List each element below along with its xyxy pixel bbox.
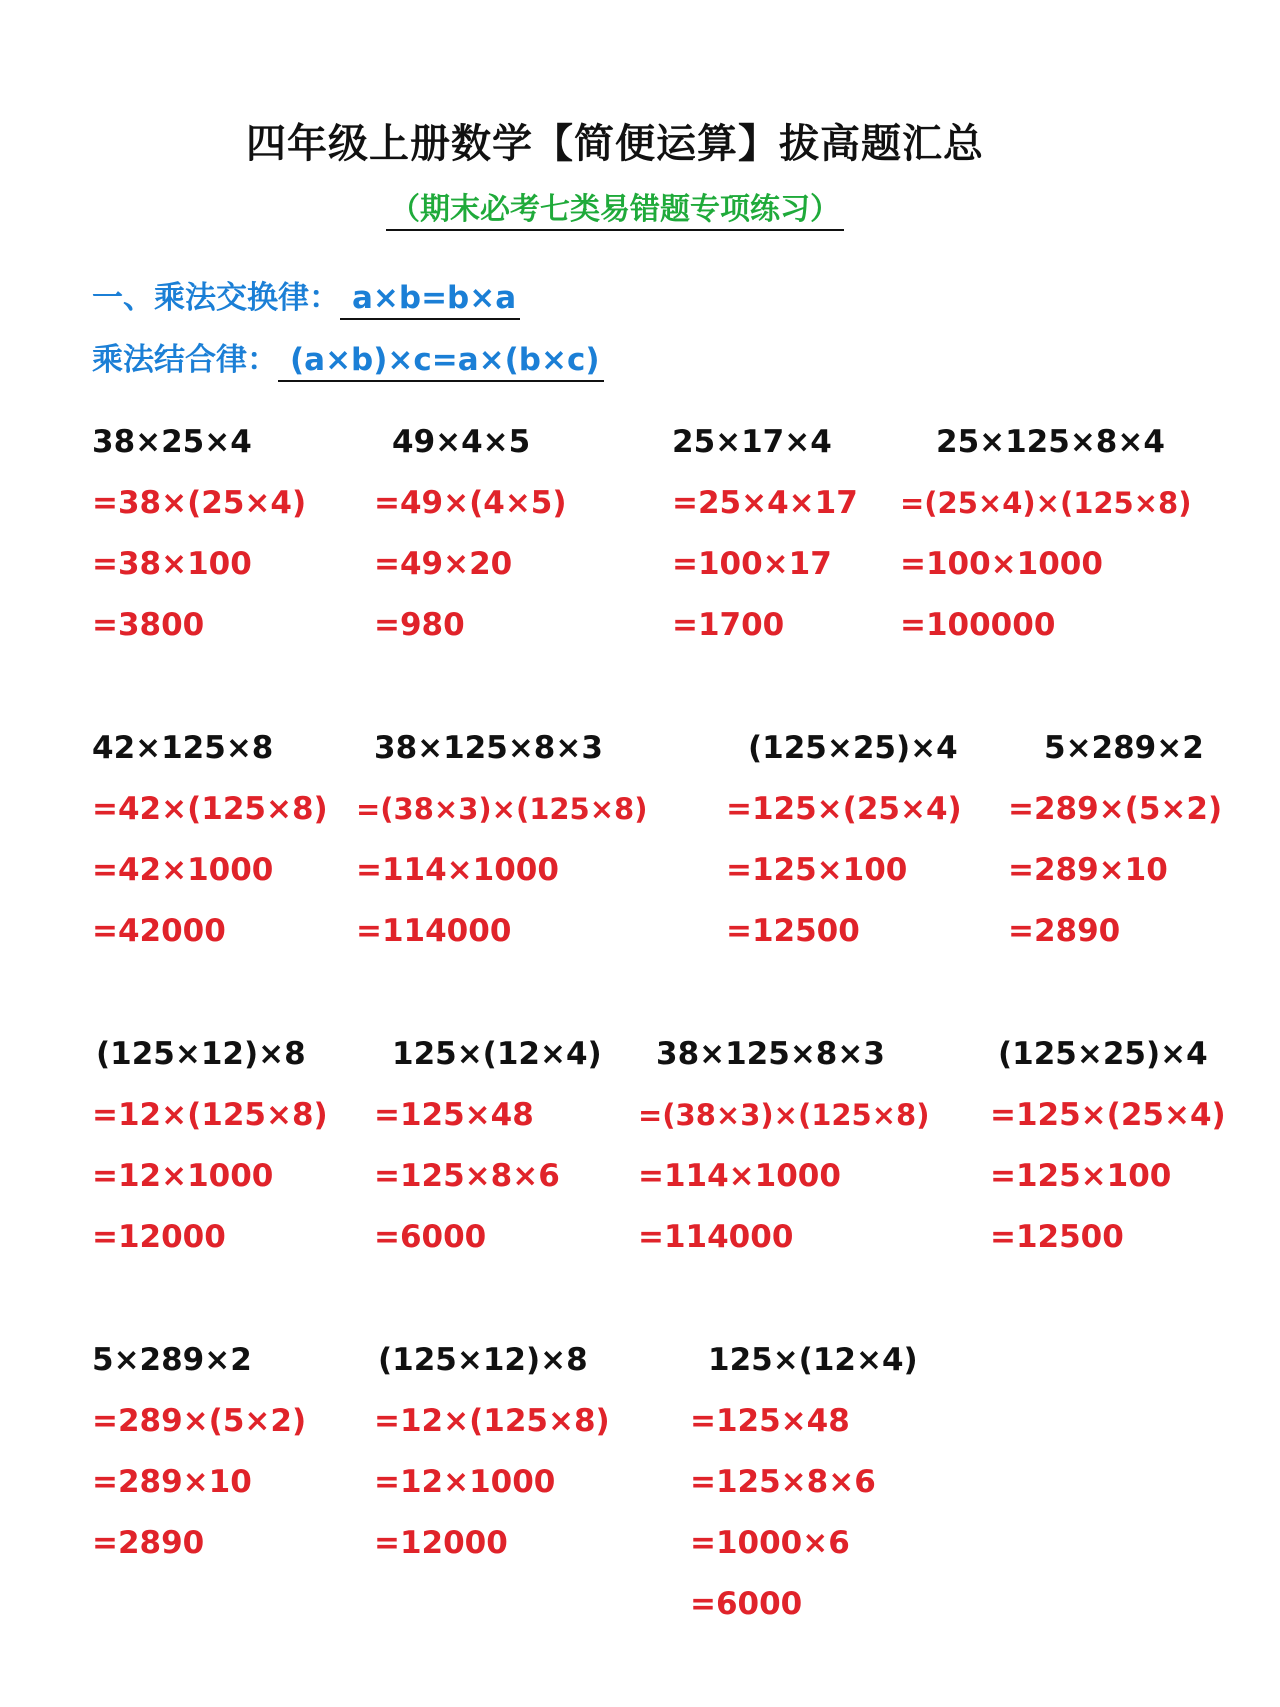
problem-question: (125×25)×4 <box>998 1036 1208 1072</box>
problem-step: =100×1000 <box>900 546 1103 582</box>
problem-question: (125×12)×8 <box>96 1036 306 1072</box>
problem-step: =114000 <box>356 913 512 949</box>
problem-question: 5×289×2 <box>1044 730 1204 766</box>
problem-step: =6000 <box>374 1219 487 1255</box>
problem-step: =38×(25×4) <box>92 485 307 521</box>
problem-question: 38×125×8×3 <box>656 1036 885 1072</box>
problem-question: 38×25×4 <box>92 424 252 460</box>
problem-question: 49×4×5 <box>392 424 531 460</box>
problem-step: =25×4×17 <box>672 485 858 521</box>
problem-step: =42×(125×8) <box>92 791 328 827</box>
page-title: 四年级上册数学【简便运算】拔高题汇总 <box>246 121 984 167</box>
problem-step: =(38×3)×(125×8) <box>356 792 648 826</box>
problem-step: =49×20 <box>374 546 513 582</box>
problem-step: =12×(125×8) <box>92 1097 328 1133</box>
problem-step: =12×(125×8) <box>374 1403 610 1439</box>
problem-step: =289×10 <box>1008 852 1168 888</box>
problem-step: =3800 <box>92 607 205 643</box>
problem-step: =(25×4)×(125×8) <box>900 486 1192 520</box>
problem-step: =125×48 <box>690 1403 850 1439</box>
problem-15 <box>690 1330 918 1635</box>
problem-step: =114×1000 <box>356 852 559 888</box>
rule-associative-label: 乘法结合律： <box>92 342 278 378</box>
problem-step: =125×(25×4) <box>990 1097 1226 1133</box>
problem-question: (125×25)×4 <box>748 730 958 766</box>
problem-step: =125×(25×4) <box>726 791 962 827</box>
problem-5 <box>92 718 328 962</box>
problem-step: =1000×6 <box>690 1525 850 1561</box>
problem-question: 125×(12×4) <box>708 1342 918 1378</box>
problem-12 <box>990 1024 1226 1268</box>
problem-step: =114000 <box>638 1219 794 1255</box>
problem-step: =100000 <box>900 607 1056 643</box>
problem-step: =1700 <box>672 607 785 643</box>
problem-step: =49×(4×5) <box>374 485 567 521</box>
problem-step: =42000 <box>92 913 226 949</box>
problem-step: =289×(5×2) <box>1008 791 1223 827</box>
problem-step: =114×1000 <box>638 1158 841 1194</box>
rule-associative <box>92 334 604 379</box>
problem-7 <box>726 718 962 962</box>
problem-step: =12×1000 <box>92 1158 274 1194</box>
problem-step: =12×1000 <box>374 1464 556 1500</box>
problem-step: =12500 <box>726 913 860 949</box>
problem-step: =42×1000 <box>92 852 274 888</box>
problem-step: =125×8×6 <box>374 1158 560 1194</box>
problem-8 <box>1008 718 1222 962</box>
problem-step: =289×10 <box>92 1464 252 1500</box>
problem-step: =125×48 <box>374 1097 534 1133</box>
problem-2 <box>374 412 567 656</box>
problem-13 <box>92 1330 306 1574</box>
problem-step: =980 <box>374 607 465 643</box>
problem-question: 42×125×8 <box>92 730 274 766</box>
problem-10 <box>374 1024 602 1268</box>
problem-step: =12500 <box>990 1219 1124 1255</box>
problem-step: =38×100 <box>92 546 252 582</box>
problem-step: =12000 <box>92 1219 226 1255</box>
problem-step: =125×8×6 <box>690 1464 876 1500</box>
problem-4 <box>900 412 1191 656</box>
problem-step: =6000 <box>690 1586 803 1622</box>
problem-14 <box>374 1330 610 1574</box>
problem-9 <box>92 1024 328 1268</box>
problem-question: 25×125×8×4 <box>936 424 1165 460</box>
problem-step: =289×(5×2) <box>92 1403 307 1439</box>
problem-question: 5×289×2 <box>92 1342 252 1378</box>
rule-commutative-formula: a×b=b×a <box>340 280 520 320</box>
problem-question: (125×12)×8 <box>378 1342 588 1378</box>
problem-step: =125×100 <box>726 852 908 888</box>
page-subtitle <box>0 184 1230 228</box>
problem-1 <box>92 412 306 656</box>
problem-step: =(38×3)×(125×8) <box>638 1098 930 1132</box>
rule-commutative <box>92 272 520 317</box>
problem-11 <box>638 1024 929 1268</box>
problem-step: =100×17 <box>672 546 832 582</box>
problem-step: =125×100 <box>990 1158 1172 1194</box>
rule-commutative-label: 一、乘法交换律： <box>92 280 340 316</box>
problem-question: 125×(12×4) <box>392 1036 602 1072</box>
problem-step: =12000 <box>374 1525 508 1561</box>
problem-3 <box>672 412 858 656</box>
problem-step: =2890 <box>1008 913 1121 949</box>
problem-question: 25×17×4 <box>672 424 832 460</box>
problem-question: 38×125×8×3 <box>374 730 603 766</box>
problem-6 <box>356 718 647 962</box>
rule-associative-formula: (a×b)×c=a×(b×c) <box>278 342 604 382</box>
problem-step: =2890 <box>92 1525 205 1561</box>
subtitle-text: （期末必考七类易错题专项练习） <box>386 192 844 231</box>
